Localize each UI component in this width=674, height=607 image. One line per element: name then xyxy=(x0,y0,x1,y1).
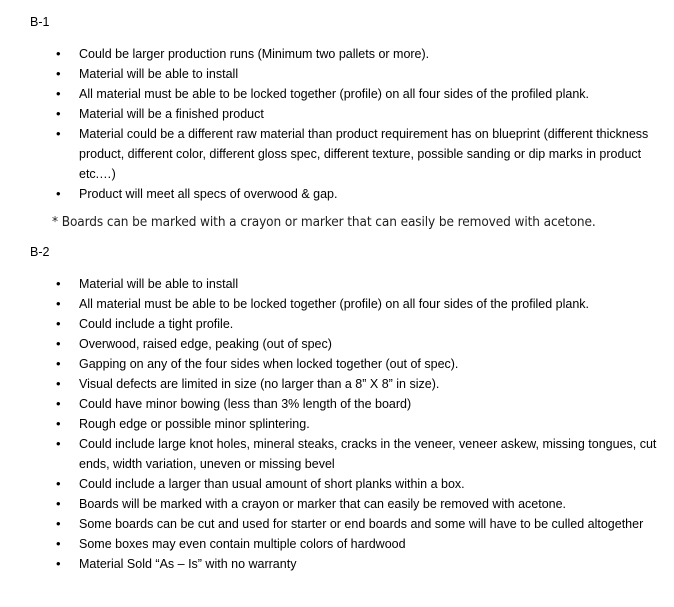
list-item: • Could include large knot holes, mineral steaks, cracks in the veneer, veneer askew, missing tongues, cut ends, width variation, uneven or missing bevel xyxy=(0,434,674,474)
b1-bullet-list xyxy=(0,44,674,204)
list-item: • Some boxes may even contain multiple colors of hardwood xyxy=(0,534,674,554)
b2-bullet-list xyxy=(0,274,674,574)
list-item: • Gapping on any of the four sides when locked together (out of spec). xyxy=(0,354,674,374)
list-item: • Could include a larger than usual amount of short planks within a box. xyxy=(0,474,674,494)
acetone-note: * Boards can be marked with a crayon or marker that can easily be removed with acetone. xyxy=(52,214,596,230)
section-label-b2: B-2 xyxy=(30,245,50,259)
list-item: • Material will be able to install xyxy=(0,274,674,294)
list-item: • Boards will be marked with a crayon or marker that can easily be removed with acetone. xyxy=(0,494,674,514)
list-item: • Visual defects are limited in size (no larger than a 8” X 8” in size). xyxy=(0,374,674,394)
list-item: • Some boards can be cut and used for starter or end boards and some will have to be culled altogether xyxy=(0,514,674,534)
list-item: • Rough edge or possible minor splintering. xyxy=(0,414,674,434)
list-item: • Could include a tight profile. xyxy=(0,314,674,334)
list-item: • Material Sold “As – Is” with no warranty xyxy=(0,554,674,574)
list-item: • All material must be able to be locked together (profile) on all four sides of the profiled plank. xyxy=(0,294,674,314)
list-item: • Product will meet all specs of overwood & gap. xyxy=(0,184,674,204)
section-label-b1: B-1 xyxy=(30,15,50,29)
list-item: • Material could be a different raw material than product requirement has on blueprint (different thickness product, different color, different gloss spec, different texture, possible sanding or dip marks in product etc.…) xyxy=(0,124,674,184)
list-item: • Material will be able to install xyxy=(0,64,674,84)
list-item: • Could be larger production runs (Minimum two pallets or more). xyxy=(0,44,674,64)
list-item: • All material must be able to be locked together (profile) on all four sides of the profiled plank. xyxy=(0,84,674,104)
list-item: • Could have minor bowing (less than 3% length of the board) xyxy=(0,394,674,414)
list-item: • Overwood, raised edge, peaking (out of spec) xyxy=(0,334,674,354)
list-item: • Material will be a finished product xyxy=(0,104,674,124)
